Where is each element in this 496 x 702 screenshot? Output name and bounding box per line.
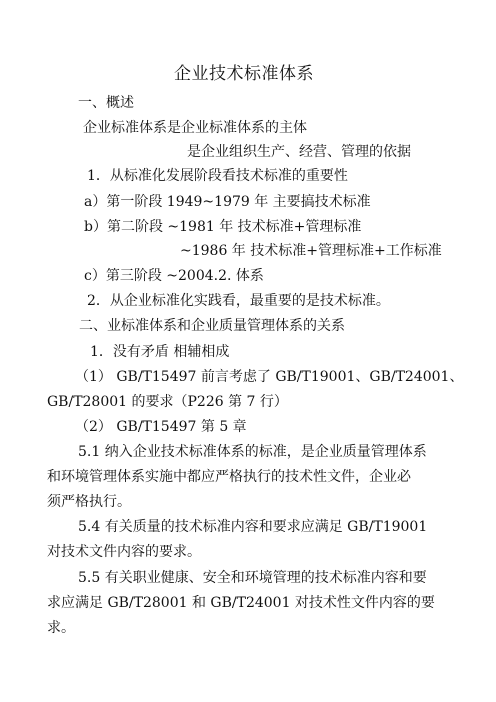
paragraph3-line1: 5.1 纳入企业技术标准体系的标准，是企业质量管理体系 (78, 444, 427, 460)
section1-item1: 1．从标准化发展阶段看技术标准的重要性 (87, 168, 348, 184)
section1-heading: 一、概述 (78, 95, 134, 111)
section1-intro-line1: 企业标准体系是企业标准体系的主体 (83, 120, 307, 136)
section2-heading: 二、业标准体系和企业质量管理体系的关系 (79, 318, 345, 334)
paragraph4-line1: 5.4 有关质量的技术标准内容和要求应满足 GB/T19001 (78, 519, 428, 535)
document-title: 企业技术标准体系 (174, 64, 314, 84)
paragraph3-line2: 和环境管理体系实施中都应严格执行的技术性文件，企业必 (47, 469, 411, 485)
paragraph5-line2: 求应满足 GB/T28001 和 GB/T24001 对技术性文件内容的要 (47, 595, 435, 611)
paragraph1-line1: （1） GB/T15497 前言考虑了 GB/T19001、GB/T24001、 (75, 369, 464, 385)
section1-item2: 2．从企业标准化实践看，最重要的是技术标准。 (87, 293, 390, 309)
stage-c-line: c）第三阶段 ~2004.2. 体系 (84, 268, 264, 284)
paragraph3-line3: 须严格执行。 (47, 494, 131, 510)
stage-a-line: a）第一阶段 1949~1979 年 主要搞技术标准 (84, 194, 371, 210)
paragraph5-line3: 求。 (47, 620, 75, 636)
stage-b-line2: ~1986 年 技术标准+管理标准+工作标准 (180, 243, 442, 259)
paragraph5-line1: 5.5 有关职业健康、安全和环境管理的技术标准内容和要 (78, 570, 427, 586)
paragraph4-line2: 对技术文件内容的要求。 (47, 544, 201, 560)
paragraph1-line2: GB/T28001 的要求（P226 第 7 行） (47, 394, 288, 410)
section1-intro-line2: 是企业组织生产、经营、管理的依据 (187, 144, 411, 160)
stage-b-line1: b）第二阶段 ~1981 年 技术标准+管理标准 (84, 219, 362, 235)
section2-item1: 1．没有矛盾 相辅相成 (90, 344, 230, 360)
paragraph2-line1: （2） GB/T15497 第 5 章 (75, 419, 247, 435)
